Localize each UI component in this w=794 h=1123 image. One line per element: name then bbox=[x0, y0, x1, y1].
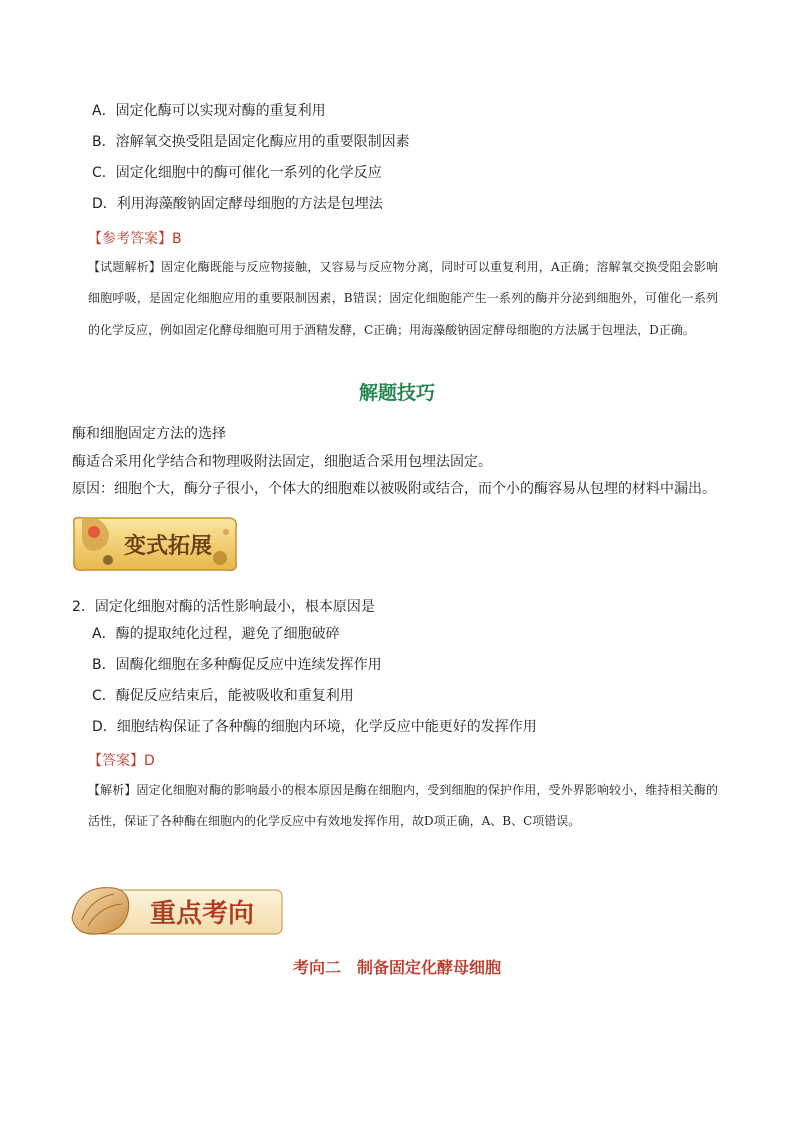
key-direction-label: 重点考向 bbox=[149, 899, 255, 929]
q1-option-a: A．固定化酶可以实现对酶的重复利用 bbox=[92, 103, 326, 119]
q1-option-b: B．溶解氧交换受阻是固定化酶应用的重要限制因素 bbox=[92, 134, 410, 150]
variant-extension-banner bbox=[68, 510, 240, 578]
variant-extension-label: 变式拓展 bbox=[123, 533, 213, 559]
q2-answer: 【答案】D bbox=[88, 753, 155, 769]
q1-option-c: C．固定化细胞中的酶可催化一系列的化学反应 bbox=[92, 165, 382, 181]
q2-stem: 2．固定化细胞对酶的活性影响最小，根本原因是 bbox=[72, 599, 375, 615]
key-direction-banner bbox=[68, 878, 288, 942]
variant-extension-banner-art bbox=[68, 510, 240, 578]
tips-heading: 解题技巧 bbox=[358, 382, 435, 404]
tips-line-2: 酶适合采用化学结合和物理吸附法固定，细胞适合采用包埋法固定。 bbox=[72, 454, 492, 470]
tips-line-1: 酶和细胞固定方法的选择 bbox=[72, 426, 226, 442]
q1-explanation: 【试题解析】固定化酶既能与反应物接触，又容易与反应物分离，同时可以重复利用，A正确；溶解氧交换受阻会影响细胞呼吸，是固定化细胞应用的重要限制因素，B错误；固定化细胞能产生一系列的酶并分泌到细胞外，可催化一系列的化学反应，例如固定化酵母细胞可用于酒精发酵，C正确；用海藻酸钠固定酵母细胞的方法属于包埋法，D正确。 bbox=[88, 260, 718, 337]
direction-title: 考向二 制备固定化酵母细胞 bbox=[292, 958, 501, 977]
q2-option-c: C．酶促反应结束后，能被吸收和重复利用 bbox=[92, 688, 354, 704]
q1-option-d: D．利用海藻酸钠固定酵母细胞的方法是包埋法 bbox=[92, 196, 383, 212]
key-direction-banner-art bbox=[68, 878, 288, 942]
q2-option-d: D．细胞结构保证了各种酶的细胞内环境，化学反应中能更好的发挥作用 bbox=[92, 719, 537, 735]
q1-answer: 【参考答案】B bbox=[88, 231, 182, 247]
q2-option-a: A．酶的提取纯化过程，避免了细胞破碎 bbox=[92, 626, 340, 642]
q2-explanation: 【解析】固定化细胞对酶的影响最小的根本原因是酶在细胞内，受到细胞的保护作用，受外界影响较小，维持相关酶的活性，保证了各种酶在细胞内的化学反应中有效地发挥作用，故D项正确，A、B、C项错误。 bbox=[88, 783, 718, 829]
q2-option-b: B．固酶化细胞在多种酶促反应中连续发挥作用 bbox=[92, 657, 382, 673]
tips-line-3: 原因：细胞个大，酶分子很小，个体大的细胞难以被吸附或结合，而个小的酶容易从包埋的材料中漏出。 bbox=[72, 481, 716, 497]
